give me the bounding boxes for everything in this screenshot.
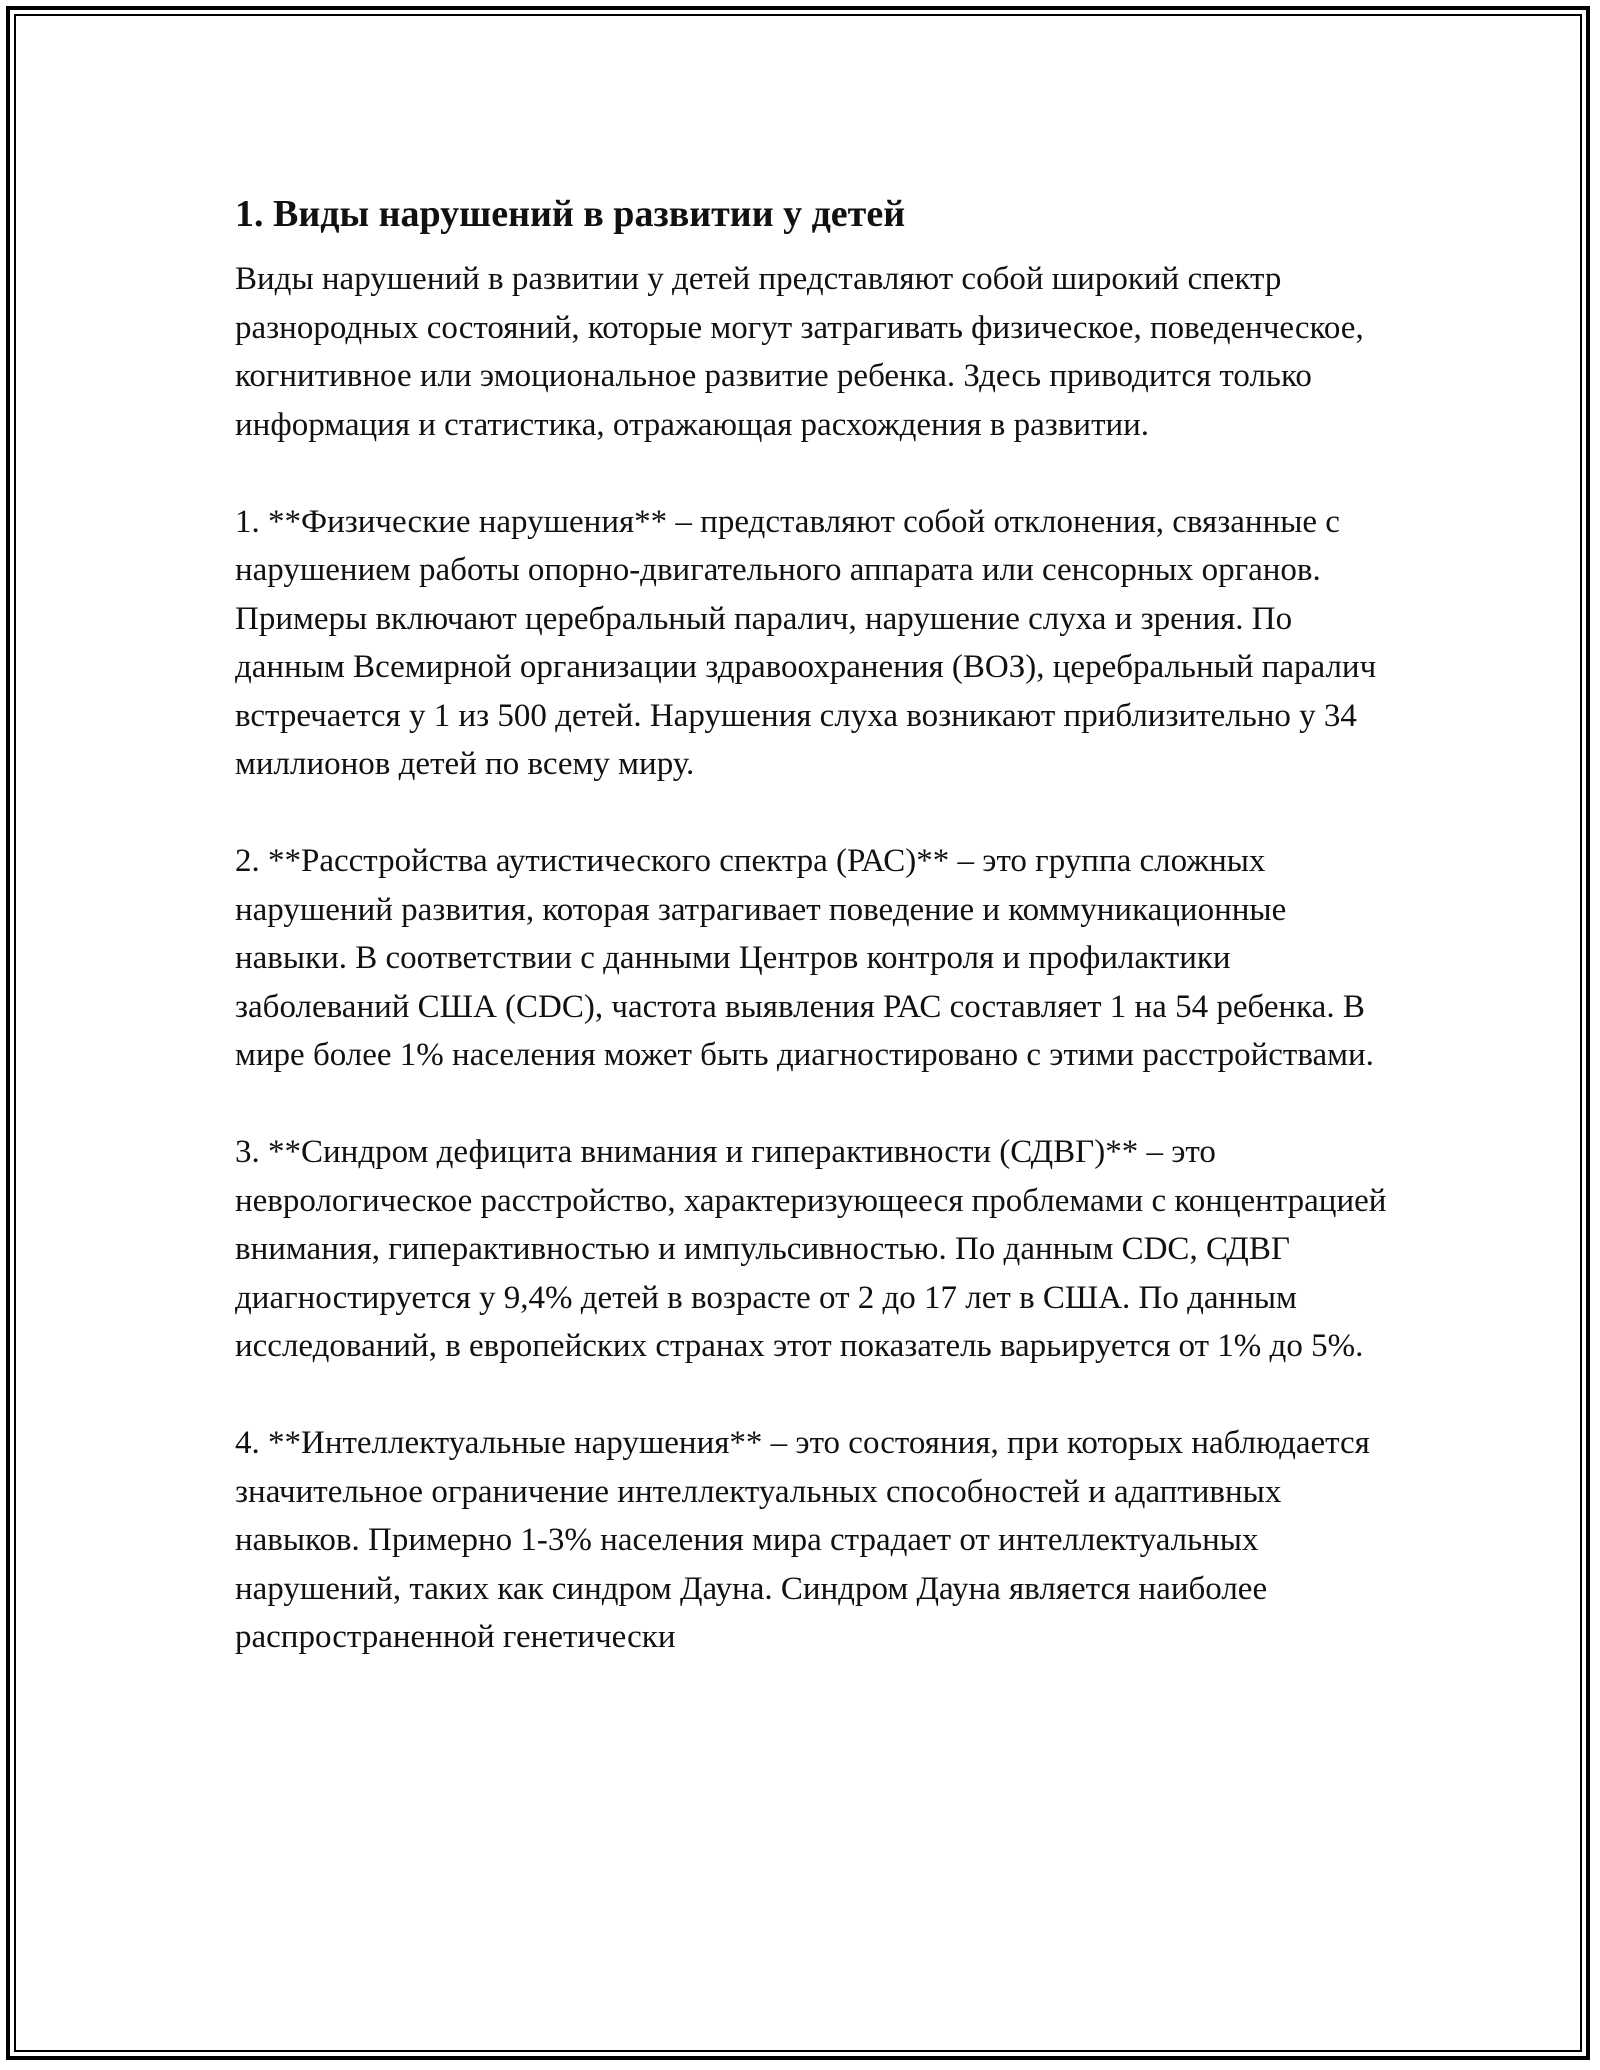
document-body	[235, 185, 1395, 1662]
intro-paragraph: Виды нарушений в развитии у детей представляют собой широкий спектр разнородных состояний, которые могут затрагивать физическое, поведенческое, когнитивное или эмоциональное развитие ребенка. Здесь приводится только информация и статистика, отражающая расхождения в развитии.	[235, 261, 1364, 443]
paragraph-intellectual-disorders: 4. **Интеллектуальные нарушения** – это состояния, при которых наблюдается значительное ограничение интеллектуальных способностей и адаптивных навыков. Примерно 1-3% населения мира страдает от интеллектуальных нарушений, таких как синдром Дауна. Синдром Дауна является наиболее распространенной генетически	[235, 1425, 1370, 1655]
section-heading: 1. Виды нарушений в развитии у детей	[235, 193, 906, 235]
paragraph-autism-spectrum: 2. **Расстройства аутистического спектра (РАС)** – это группа сложных нарушений развития, которая затрагивает поведение и коммуникационные навыки. В соответствии с данными Центров контроля и профилактики заболеваний США (CDC), частота выявления РАС составляет 1 на 54 ребенка. В мире более 1% населения может быть диагностировано с этими расстройствами.	[235, 843, 1374, 1073]
paragraph-physical-disorders: 1. **Физические нарушения** – представляют собой отклонения, связанные с нарушением работы опорно-двигательного аппарата или сенсорных органов. Примеры включают церебральный паралич, нарушение слуха и зрения. По данным Всемирной организации здравоохранения (ВОЗ), церебральный паралич встречается у 1 из 500 детей. Нарушения слуха возникают приблизительно у 34 миллионов детей по всему миру.	[235, 503, 1377, 782]
paragraph-adhd: 3. **Синдром дефицита внимания и гиперактивности (СДВГ)** – это неврологическое расстройство, характеризующееся проблемами с концентрацией внимания, гиперактивностью и импульсивностью. По данным CDC, СДВГ диагностируется у 9,4% детей в возрасте от 2 до 17 лет в США. По данным исследований, в европейских странах этот показатель варьируется от 1% до 5%.	[235, 1134, 1387, 1364]
